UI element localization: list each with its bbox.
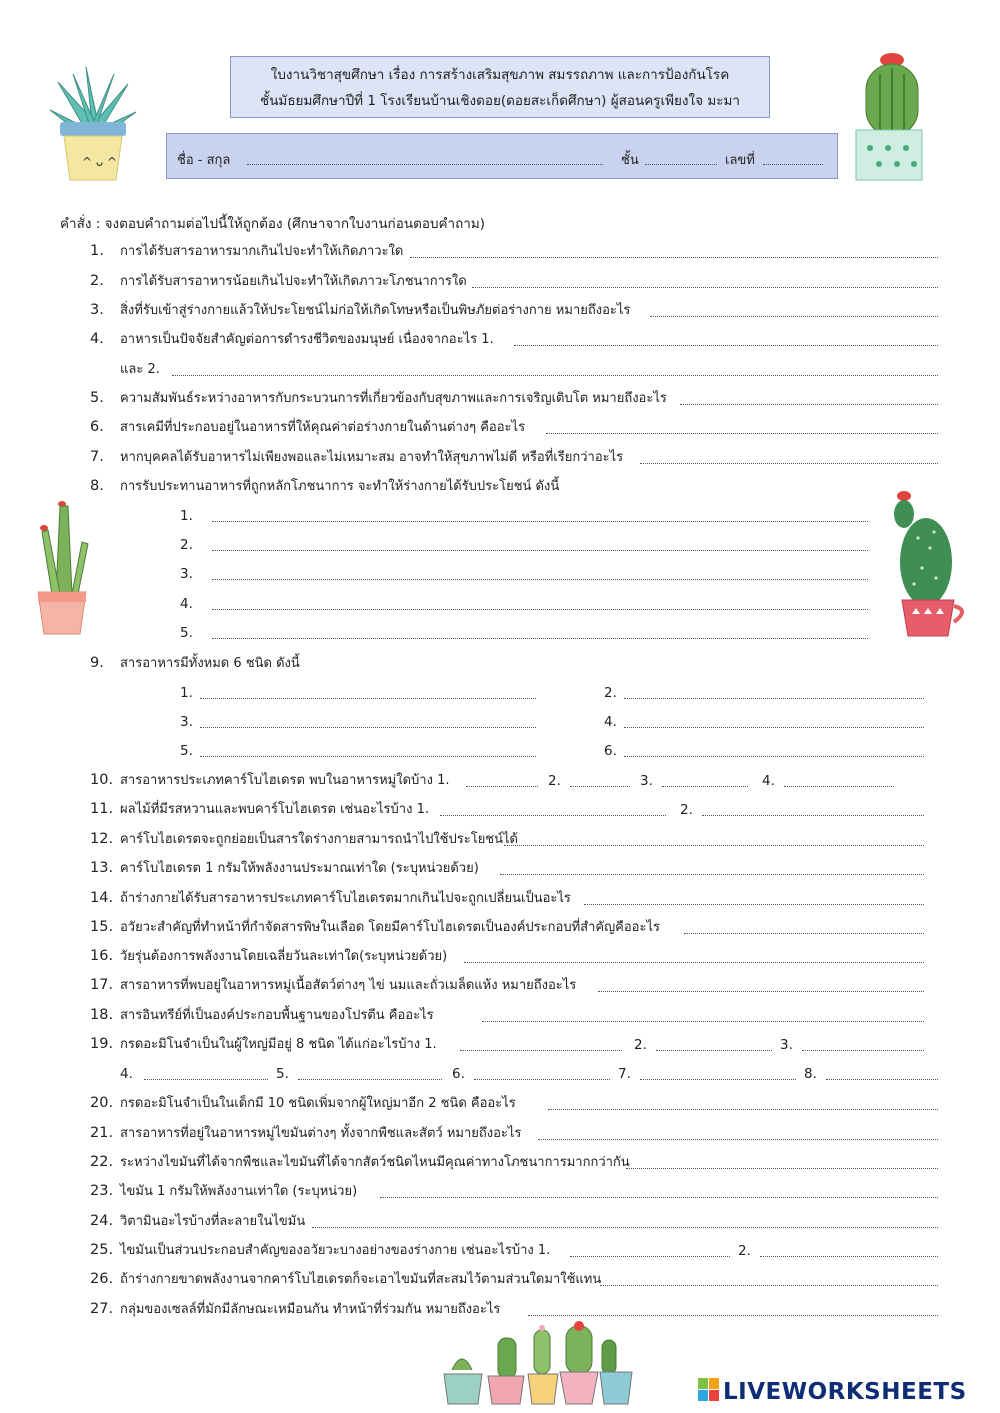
- question-text: สารอาหารมีทั้งหมด 6 ชนิด ดังนี้: [120, 656, 300, 671]
- answer-line[interactable]: [584, 904, 924, 905]
- brand-text: LIVEWORKSHEETS: [723, 1379, 967, 1405]
- question-number: 24.: [90, 1213, 114, 1229]
- question-number: 22.: [90, 1154, 114, 1170]
- answer-line[interactable]: [784, 786, 894, 787]
- cactus-group-icon: [442, 1320, 638, 1406]
- answer-line[interactable]: [500, 874, 924, 875]
- question-text: การได้รับสารอาหารมากเกินไปจะทำให้เกิดภาวะใด: [120, 244, 404, 259]
- question-number: 19.: [90, 1036, 114, 1052]
- answer-line[interactable]: [640, 463, 938, 464]
- answer-line[interactable]: [548, 1109, 938, 1110]
- question-number: 20.: [90, 1095, 114, 1111]
- answer-line[interactable]: [640, 1079, 796, 1080]
- answer-part-number: 2.: [680, 802, 693, 818]
- question-text: อาหารเป็นปัจจัยสำคัญต่อการดำรงชีวิตของมนุษย์ เนื่องจากอะไร 1.: [120, 332, 494, 347]
- answer-line[interactable]: [474, 1079, 610, 1080]
- question-text: ผลไม้ที่มีรสหวานและพบคาร์โบไฮเดรต เช่นอะไรบ้าง 1.: [120, 802, 429, 817]
- sub-item-number: 2.: [604, 685, 617, 701]
- question-text: สิ่งที่รับเข้าสู่ร่างกายแล้วให้ประโยชน์ไม่ก่อให้เกิดโทษหรือเป็นพิษภัยต่อร่างกาย หมายถึงอะไร: [120, 303, 631, 318]
- sub-item-number: 4.: [180, 596, 193, 612]
- question-number: 5.: [90, 390, 104, 406]
- question-number: 1.: [90, 243, 104, 259]
- answer-part-number: 2.: [548, 773, 561, 789]
- question-number: 7.: [90, 449, 104, 465]
- question-text: สารอาหารที่พบอยู่ในอาหารหมู่เนื้อสัตว์ต่างๆ ไข่ นมและถั่วเมล็ดแห้ง หมายถึงอะไร: [120, 978, 577, 993]
- sub-item-number: 6.: [604, 743, 617, 759]
- question-text: อวัยวะสำคัญที่ทำหน้าที่กำจัดสารพิษในเลือด โดยมีคาร์โบไฮเดรตเป็นองค์ประกอบที่สำคัญคืออะไร: [120, 920, 660, 935]
- sub-item-number: 1.: [180, 508, 193, 524]
- question-text: กรดอะมิโนจำเป็นในผู้ใหญ่มีอยู่ 8 ชนิด ได้แก่อะไรบ้าง 1.: [120, 1037, 437, 1052]
- answer-line[interactable]: [312, 1227, 938, 1228]
- answer-line[interactable]: [212, 638, 868, 639]
- question-number: 18.: [90, 1007, 114, 1023]
- title-line-1: ใบงานวิชาสุขศึกษา เรื่อง การสร้างเสริมสุขภาพ สมรรถภาพ และการป้องกันโรค: [270, 67, 730, 83]
- question-number: 16.: [90, 948, 114, 964]
- question-number: 10.: [90, 772, 114, 788]
- answer-line[interactable]: [600, 1285, 938, 1286]
- question-number: 3.: [90, 302, 104, 318]
- worksheet-title-box: [230, 56, 770, 118]
- answer-line[interactable]: [546, 433, 938, 434]
- number-input-line[interactable]: [763, 164, 823, 165]
- question-text: ไขมัน 1 กรัมให้พลังงานเท่าใด (ระบุหน่วย): [120, 1184, 358, 1199]
- question-number: 27.: [90, 1301, 114, 1317]
- answer-line[interactable]: [702, 815, 924, 816]
- answer-line[interactable]: [472, 287, 938, 288]
- question-number: 6.: [90, 419, 104, 435]
- answer-line[interactable]: [440, 815, 666, 816]
- answer-line[interactable]: [466, 786, 538, 787]
- answer-part-number: 2.: [738, 1243, 751, 1259]
- question-number: 12.: [90, 831, 114, 847]
- sub-item-number: 3.: [180, 714, 193, 730]
- answer-line[interactable]: [662, 786, 748, 787]
- sub-item-number: 4.: [604, 714, 617, 730]
- answer-line[interactable]: [826, 1079, 938, 1080]
- answer-line[interactable]: [298, 1079, 442, 1080]
- question-text: การรับประทานอาหารที่ถูกหลักโภชนาการ จะทำให้ร่างกายได้รับประโยชน์ ดังนี้: [120, 479, 560, 494]
- question-number: 15.: [90, 919, 114, 935]
- question-number: 9.: [90, 655, 104, 671]
- question-number: 13.: [90, 860, 114, 876]
- answer-line[interactable]: [650, 316, 938, 317]
- answer-line[interactable]: [538, 1139, 938, 1140]
- answer-line[interactable]: [200, 756, 536, 757]
- answer-line[interactable]: [624, 698, 924, 699]
- question-number: 17.: [90, 977, 114, 993]
- question-text: ความสัมพันธ์ระหว่างอาหารกับกระบวนการที่เกี่ยวข้องกับสุขภาพและการเจริญเติบโต หมายถึงอะไร: [120, 391, 667, 406]
- question-number: 4.: [90, 331, 104, 347]
- answer-line[interactable]: [212, 550, 868, 551]
- answer-line[interactable]: [514, 345, 938, 346]
- question-text: การได้รับสารอาหารน้อยเกินไปจะทำให้เกิดภาวะโภชนาการใด: [120, 274, 467, 289]
- answer-part-number: 8.: [804, 1066, 817, 1082]
- answer-part-number: 4.: [120, 1066, 133, 1082]
- question-text: สารเคมีที่ประกอบอยู่ในอาหารที่ให้คุณค่าต่อร่างกายในด้านต่างๆ คืออะไร: [120, 420, 526, 435]
- question-text: กลุ่มของเซลล์ที่มักมีลักษณะเหมือนกัน ทำหน้าที่ร่วมกัน หมายถึงอะไร: [120, 1302, 501, 1317]
- answer-line[interactable]: [570, 1256, 730, 1257]
- answer-part-number: 5.: [276, 1066, 289, 1082]
- question-text: ระหว่างไขมันที่ได้จากพืชและไขมันที่ได้จากสัตว์ชนิดไหนมีคุณค่าทางโภชนาการมากกว่ากัน: [120, 1155, 630, 1170]
- class-input-line[interactable]: [645, 164, 717, 165]
- sub-item-number: 2.: [180, 537, 193, 553]
- question-number: 8.: [90, 478, 104, 494]
- answer-line[interactable]: [598, 991, 924, 992]
- answer-line[interactable]: [528, 1315, 938, 1316]
- question-number: 23.: [90, 1183, 114, 1199]
- answer-line[interactable]: [200, 698, 536, 699]
- title-line-2: ชั้นมัธยมศึกษาปีที่ 1 โรงเรียนบ้านเชิงดอย(ดอยสะเก็ดศึกษา) ผู้สอนครูเพียงใจ มะมา: [260, 93, 740, 109]
- answer-line[interactable]: [624, 756, 924, 757]
- answer-line[interactable]: [212, 609, 868, 610]
- question-text: คาร์โบไฮเดรต 1 กรัมให้พลังงานประมาณเท่าใด (ระบุหน่วยด้วย): [120, 861, 479, 876]
- question-number: 25.: [90, 1242, 114, 1258]
- answer-part-number: 4.: [762, 773, 775, 789]
- answer-line[interactable]: [212, 521, 868, 522]
- sub-item-number: 3.: [180, 566, 193, 582]
- answer-line[interactable]: [460, 1050, 622, 1051]
- answer-line[interactable]: [482, 1021, 924, 1022]
- question-number: 14.: [90, 890, 114, 906]
- question-text: คาร์โบไฮเดรตจะถูกย่อยเป็นสารใดร่างกายสามารถนำไปใช้ประโยชน์ได้: [120, 832, 518, 847]
- answer-line[interactable]: [802, 1050, 924, 1051]
- answer-line[interactable]: [172, 375, 938, 376]
- question-text: วิตามินอะไรบ้างที่ละลายในไขมัน: [120, 1214, 306, 1229]
- answer-line[interactable]: [570, 786, 630, 787]
- sub-item-number: 5.: [180, 743, 193, 759]
- liveworksheets-logo: [698, 1378, 967, 1405]
- answer-line[interactable]: [380, 1197, 938, 1198]
- answer-line[interactable]: [624, 727, 924, 728]
- question-number: 2.: [90, 273, 104, 289]
- question-number: 26.: [90, 1271, 114, 1287]
- answer-line[interactable]: [656, 1050, 772, 1051]
- sub-item-number: 5.: [180, 625, 193, 641]
- answer-line[interactable]: [212, 579, 868, 580]
- answer-part-number: 3.: [780, 1037, 793, 1053]
- question-text: สารอาหารที่อยู่ในอาหารหมู่ไขมันต่างๆ ทั้งจากพืชและสัตว์ หมายถึงอะไร: [120, 1126, 522, 1141]
- answer-part-number: 2.: [634, 1037, 647, 1053]
- answer-line[interactable]: [684, 933, 924, 934]
- question-text: สารอินทรีย์ที่เป็นองค์ประกอบพื้นฐานของโปรตีน คืออะไร: [120, 1008, 434, 1023]
- cactus-pot-icon: [852, 50, 926, 185]
- number-label: เลขที่: [725, 153, 755, 168]
- class-label: ชั้น: [621, 153, 639, 168]
- answer-part-number: 3.: [640, 773, 653, 789]
- name-input-line[interactable]: [247, 164, 603, 165]
- question-text: หากบุคคลได้รับอาหารไม่เพียงพอและไม่เหมาะสม อาจทำให้สุขภาพไม่ดี หรือที่เรียกว่าอะไร: [120, 450, 624, 465]
- answer-line[interactable]: [410, 257, 938, 258]
- question-number: 21.: [90, 1125, 114, 1141]
- instruction-text: คำสั่ง : จงตอบคำถามต่อไปนี้ให้ถูกต้อง (ศึกษาจากใบงานก่อนตอบคำถาม): [60, 216, 486, 232]
- question-continuation: และ 2.: [120, 362, 160, 377]
- question-text: ไขมันเป็นส่วนประกอบสำคัญของอวัยวะบางอย่างของร่างกาย เช่นอะไรบ้าง 1.: [120, 1243, 551, 1258]
- cactus-pot-icon: [48, 62, 138, 184]
- answer-line[interactable]: [760, 1256, 938, 1257]
- question-text: ถ้าร่างกายได้รับสารอาหารประเภทคาร์โบไฮเดรตมากเกินไปจะถูกเปลี่ยนเป็นอะไร: [120, 891, 571, 906]
- cactus-pot-icon: [32, 494, 92, 636]
- student-info-box: [166, 133, 838, 179]
- cactus-pot-icon: [888, 488, 972, 640]
- answer-line[interactable]: [144, 1079, 268, 1080]
- answer-part-number: 7.: [618, 1066, 631, 1082]
- question-number: 11.: [90, 801, 114, 817]
- question-text: วัยรุ่นต้องการพลังงานโดยเฉลี่ยวันละเท่าใด(ระบุหน่วยด้วย): [120, 949, 448, 964]
- answer-line[interactable]: [464, 962, 924, 963]
- question-text: กรดอะมิโนจำเป็นในเด็กมี 10 ชนิดเพิ่มจากผู้ใหญ่มาอีก 2 ชนิด คืออะไร: [120, 1096, 516, 1111]
- svg-text:^ ᴗ ^: ^ ᴗ ^: [82, 155, 118, 169]
- answer-line[interactable]: [626, 1168, 938, 1169]
- answer-line[interactable]: [200, 727, 536, 728]
- liveworksheets-mark-icon: [698, 1378, 720, 1402]
- question-text: สารอาหารประเภทคาร์โบไฮเดรต พบในอาหารหมู่ใดบ้าง 1.: [120, 773, 450, 788]
- answer-part-number: 6.: [452, 1066, 465, 1082]
- answer-line[interactable]: [680, 404, 938, 405]
- sub-item-number: 1.: [180, 685, 193, 701]
- name-label: ชื่อ - สกุล: [177, 153, 231, 168]
- answer-line[interactable]: [504, 845, 924, 846]
- question-text: ถ้าร่างกายขาดพลังงานจากคาร์โบไฮเดรตก็จะเอาไขมันที่สะสมไว้ตามส่วนใดมาใช้แทน: [120, 1272, 602, 1287]
